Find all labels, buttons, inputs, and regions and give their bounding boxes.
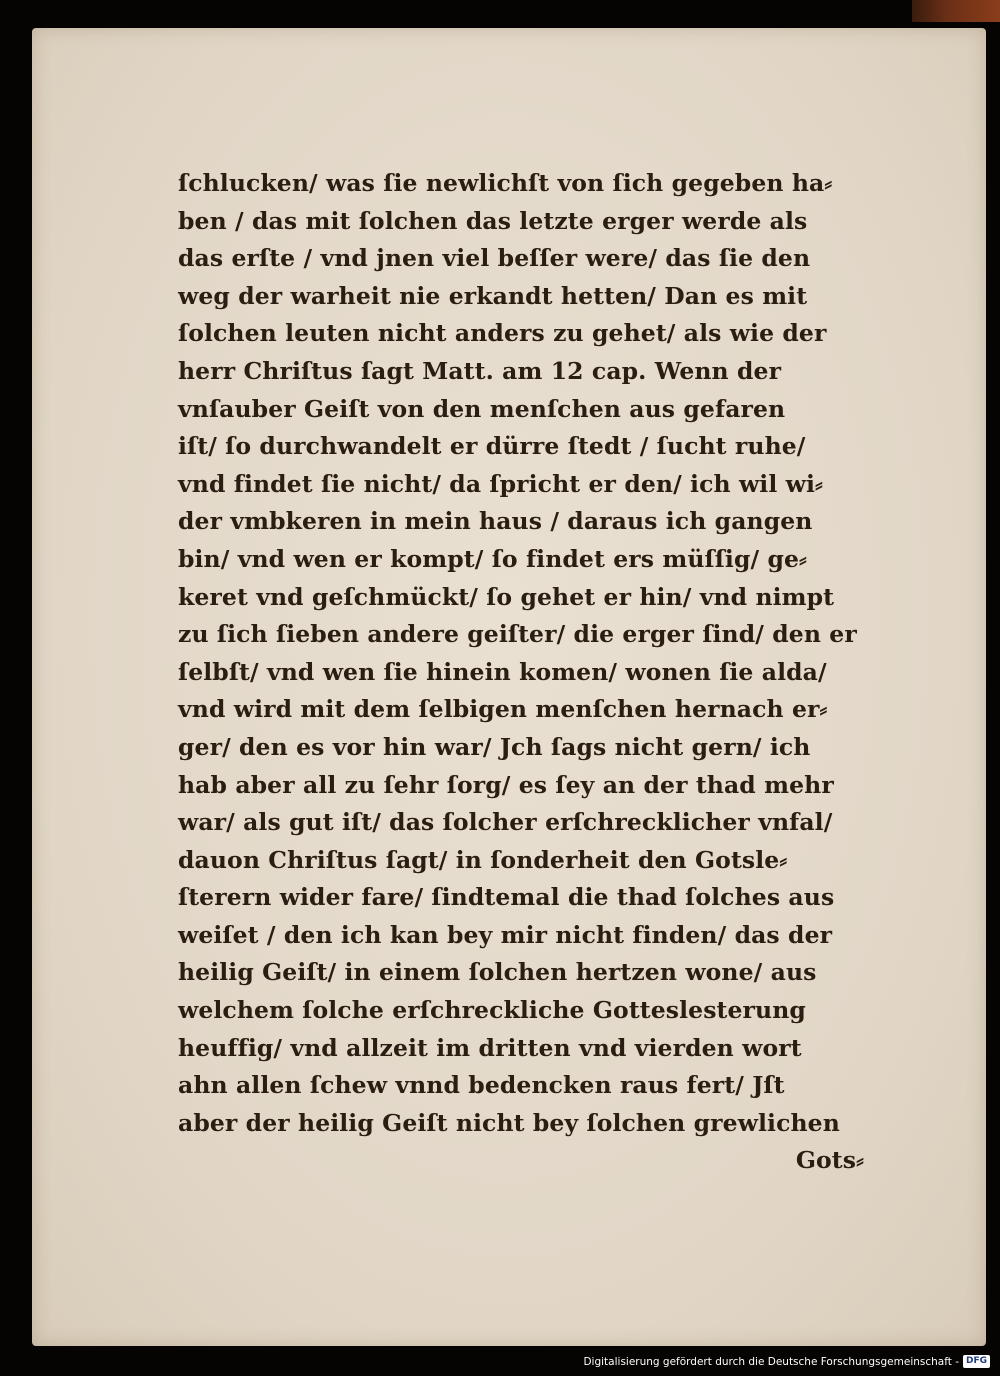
text-line: ahn allen ſchew vnnd bedencken raus fert/ Jſt xyxy=(178,1071,785,1100)
text-line: ſchlucken/ was ſie newlichſt von ſich gegeben ha⸗ xyxy=(178,169,833,197)
text-line: aber der heilig Geiſt nicht bey ſolchen grewlichen xyxy=(178,1108,840,1137)
text-line: vnſauber Geiſt von den menſchen aus gefaren xyxy=(178,394,786,423)
text-line: bin/ vnd wen er kompt/ ſo findet ers müſſig/ ge⸗ xyxy=(178,544,807,573)
text-line: heilig Geiſt/ in einem ſolchen hertzen wone/ aus xyxy=(178,958,817,987)
dfg-logo-icon: DFG xyxy=(963,1355,990,1368)
digitization-credit xyxy=(583,1355,990,1368)
text-line: ſterern wider fare/ ſindtemal die thad ſolches aus xyxy=(178,883,835,912)
text-line: dauon Chriſtus ſagt/ in ſonderheit den Gotsle⸗ xyxy=(178,845,788,874)
text-line: das erſte / vnd jnen viel beſſer were/ das ſie den xyxy=(178,244,811,273)
text-line: zu ſich ſieben andere geiſter/ die erger ſind/ den er xyxy=(178,620,857,649)
text-line: Gots⸗ xyxy=(795,1146,864,1175)
text-line: keret vnd geſchmückt/ ſo gehet er hin/ vnd nimpt xyxy=(178,582,835,611)
text-line: herr Chriſtus ſagt Matt. am 12 cap. Wenn der xyxy=(178,356,782,385)
text-line: welchem ſolche erſchreckliche Gotteslesterung xyxy=(178,996,806,1025)
page-text-block xyxy=(178,165,878,1180)
text-line: vnd findet ſie nicht/ da ſpricht er den/ ich wil wi⸗ xyxy=(178,469,823,498)
book-cover-edge xyxy=(912,0,1000,22)
text-line: weg der warheit nie erkandt hetten/ Dan es mit xyxy=(178,281,808,310)
text-line: heuffig/ vnd allzeit im dritten vnd vierden wort xyxy=(178,1033,802,1062)
text-line: ſelbſt/ vnd wen ſie hinein komen/ wonen ſie alda/ xyxy=(178,657,827,686)
text-line: ben / das mit ſolchen das letzte erger werde als xyxy=(178,206,808,235)
text-line: hab aber all zu ſehr ſorg/ es ſey an der thad mehr xyxy=(178,770,834,799)
text-line: iſt/ ſo durchwandelt er dürre ſtedt / ſucht ruhe/ xyxy=(178,432,806,461)
text-line: vnd wird mit dem ſelbigen menſchen hernach er⸗ xyxy=(178,695,828,724)
text-line: ſolchen leuten nicht anders zu gehet/ als wie der xyxy=(178,319,827,348)
text-line: der vmbkeren in mein haus / daraus ich gangen xyxy=(178,507,813,536)
credit-text: Digitalisierung gefördert durch die Deutsche Forschungsgemeinschaft - xyxy=(583,1355,959,1368)
text-line: war/ als gut iſt/ das ſolcher erſchrecklicher vnfal/ xyxy=(178,808,833,837)
text-line: weiſet / den ich kan bey mir nicht finden/ das der xyxy=(178,920,833,949)
text-line: ger/ den es vor hin war/ Jch ſags nicht gern/ ich xyxy=(178,732,811,761)
